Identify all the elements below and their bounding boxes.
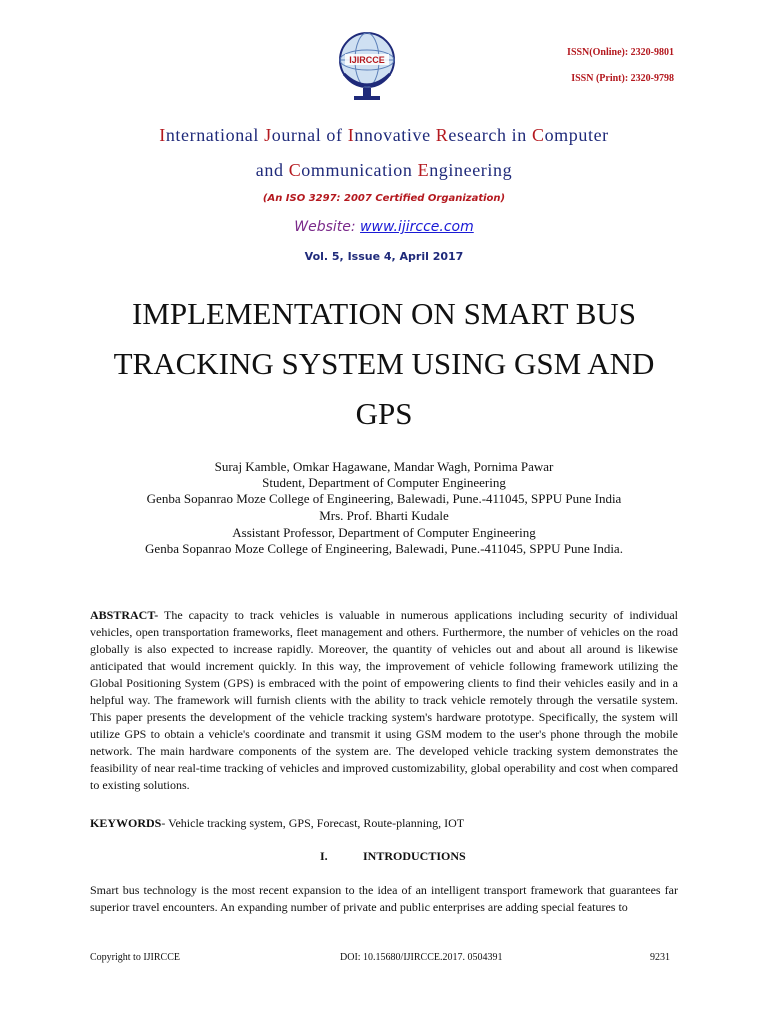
- journal-initial: I: [159, 125, 166, 145]
- author-line: Suraj Kamble, Omkar Hagawane, Mandar Wagh, Pornima Pawar: [214, 459, 554, 474]
- journal-initial: C: [288, 160, 302, 180]
- volume-issue: Vol. 5, Issue 4, April 2017: [304, 250, 464, 263]
- author-line: Mrs. Prof. Bharti Kudale: [319, 508, 449, 523]
- journal-name-line1: [0, 125, 768, 146]
- abstract-label: ABSTRACT-: [90, 608, 159, 622]
- issn-online: ISSN(Online): 2320-9801: [567, 47, 674, 58]
- journal-word: omputer: [544, 125, 609, 145]
- footer-doi: DOI: 10.15680/IJIRCCE.2017. 0504391: [340, 952, 503, 963]
- journal-name-line2: [0, 160, 768, 181]
- website-link[interactable]: www.ijircce.com: [360, 219, 474, 235]
- journal-initial: E: [417, 160, 430, 180]
- footer-page-number: 9231: [650, 952, 670, 963]
- journal-word: and: [255, 160, 289, 180]
- journal-initial: I: [347, 125, 355, 145]
- iso-certification-note: (An ISO 3297: 2007 Certified Organization): [262, 193, 506, 204]
- section-title: INTRODUCTIONS: [363, 849, 466, 863]
- journal-initial: C: [531, 125, 545, 145]
- website-line: [0, 219, 768, 235]
- paper-title-line1: IMPLEMENTATION ON SMART BUS: [131, 296, 637, 331]
- abstract: [90, 607, 678, 794]
- website-label: Website:: [294, 219, 361, 235]
- keywords-label: KEYWORDS: [90, 816, 162, 830]
- section-number: I.: [320, 849, 328, 863]
- journal-word: nternational: [165, 125, 265, 145]
- author-line: Genba Sopanrao Moze College of Engineering, Balewadi, Pune.-411045, SPPU Pune India.: [145, 541, 623, 556]
- journal-word: nnovative: [354, 125, 436, 145]
- author-line: Assistant Professor, Department of Computer Engineering: [232, 525, 536, 540]
- paper-title-line3: GPS: [355, 396, 413, 431]
- introduction-paragraph: Smart bus technology is the most recent expansion to the idea of an intelligent transport framework that guarantees far superior travel encounters. An expanding number of private and public enterprises are adding special features to: [90, 883, 678, 914]
- journal-word: esearch in: [448, 125, 532, 145]
- logo-text: IJIRCCE: [349, 55, 385, 65]
- journal-initial: R: [435, 125, 449, 145]
- journal-word: ommunication: [301, 160, 418, 180]
- keywords: [90, 815, 678, 832]
- journal-word: ournal of: [271, 125, 348, 145]
- issn-print: ISSN (Print): 2320-9798: [571, 73, 674, 84]
- journal-initial: J: [264, 125, 272, 145]
- paper-title-line2: TRACKING SYSTEM USING GSM AND: [113, 346, 655, 381]
- author-line: Genba Sopanrao Moze College of Engineering, Balewadi, Pune.-411045, SPPU Pune India: [146, 491, 622, 506]
- journal-logo: [330, 24, 404, 104]
- journal-word: ngineering: [429, 160, 513, 180]
- footer-copyright: Copyright to IJIRCCE: [90, 952, 181, 963]
- abstract-text: The capacity to track vehicles is valuable in numerous applications including security of individual vehicles, open transportation frameworks, fleet management and others. Furthermore, the number of vehicles on the road globally is also expected to increase rapidly. Moreover, the quantity of vehicles out and about all around is likewise anticipated that would increment quickly. In this way, the improvement of vehicle following framework utilizing the Global Positioning System (GPS) is embraced with the point of empowering clients to find their vehicles easily and in a helpful way. The framework will furnish clients with the ability to track vehicle remotely through the versatile system. This paper presents the development of the vehicle tracking system's hardware prototype. Specifically, the system will utilize GPS to obtain a vehicle's coordinate and transmit it using GSM modem to the user's phone through the mobile network. The main hardware components of the system are. The developed vehicle tracking system demonstrates the feasibility of near real-time tracking of vehicles and improved customizability, global operability and cost when compared to existing solutions.: [90, 608, 678, 792]
- author-line: Student, Department of Computer Engineering: [262, 475, 506, 490]
- keywords-text: - Vehicle tracking system, GPS, Forecast, Route-planning, IOT: [161, 816, 465, 830]
